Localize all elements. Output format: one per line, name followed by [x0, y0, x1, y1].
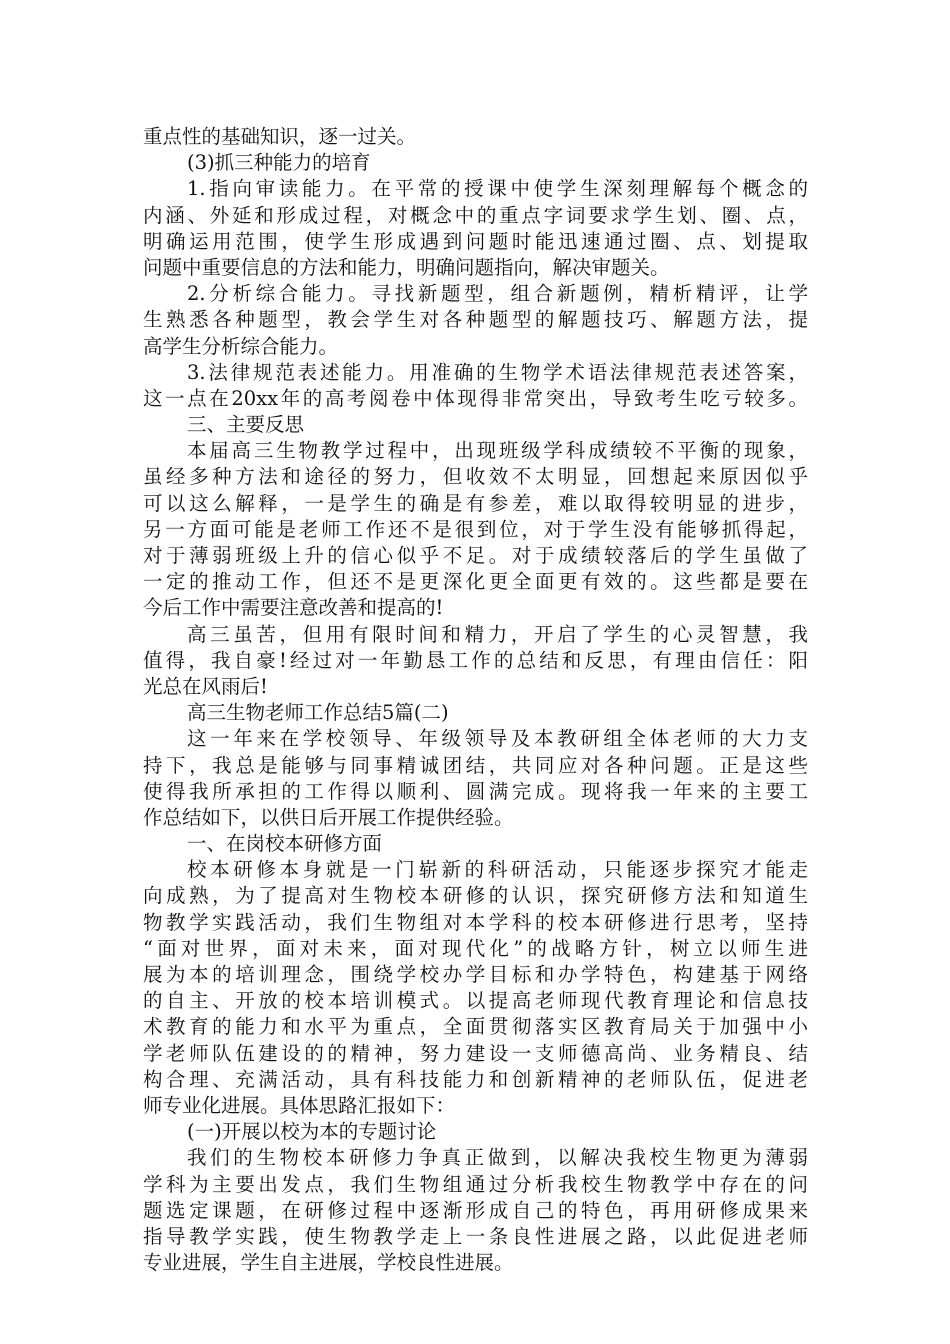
text-line: 生熟悉各种题型，教会学生对各种题型的解题技巧、解题方法，提 [143, 308, 808, 332]
text-line: (一)开展以校为本的专题讨论 [187, 1120, 437, 1144]
text-line: “面对世界，面对未来，面对现代化”的战略方针，树立以师生进 [143, 936, 808, 960]
text-line: 作总结如下，以供日后开展工作提供经验。 [143, 805, 514, 829]
document-body [143, 124, 808, 1276]
text-line: 物教学实践活动，我们生物组对本学科的校本研修进行思考，坚持 [143, 910, 808, 934]
text-line: 今后工作中需要注意改善和提高的! [143, 596, 444, 620]
text-line: 一定的推动工作，但还不是更深化更全面更有效的。这些都是要在 [143, 570, 808, 594]
text-line: 高三虽苦，但用有限时间和精力，开启了学生的心灵智慧，我 [187, 622, 808, 646]
text-line: 校本研修本身就是一门崭新的科研活动，只能逐步探究才能走 [187, 858, 808, 882]
text-line: 这一点在20xx年的高考阅卷中体现得非常突出，导致考生吃亏较多。 [143, 386, 808, 410]
text-line: 高学生分析综合能力。 [143, 334, 339, 358]
text-line: 内涵、外延和形成过程，对概念中的重点字词要求学生划、圈、点， [143, 203, 808, 227]
text-line: 学老师队伍建设的的精神，努力建设一支师德高尚、业务精良、结 [143, 1041, 808, 1065]
text-line: 使得我所承担的工作得以顺利、圆满完成。现将我一年来的主要工 [143, 779, 808, 803]
text-line: 学科为主要出发点，我们生物组通过分析我校生物教学中存在的问 [143, 1172, 808, 1196]
text-line: 3.法律规范表述能力。用准确的生物学术语法律规范表述答案， [187, 360, 808, 384]
text-line: 专业进展，学生自主进展，学校良性进展。 [143, 1251, 514, 1275]
text-line: 重点性的基础知识，逐一过关。 [143, 125, 417, 148]
text-line: 2.分析综合能力。寻找新题型，组合新题例，精析精评，让学 [187, 282, 808, 306]
text-line: 的自主、开放的校本培训模式。以提高老师现代教育理论和信息技 [143, 989, 808, 1013]
text-line: 对于薄弱班级上升的信心似乎不足。对于成绩较落后的学生虽做了 [143, 544, 808, 567]
text-line: 值得，我自豪!经过对一年勤恳工作的总结和反思，有理由信任：阳 [143, 648, 808, 672]
text-line: 师专业化进展。具体思路汇报如下： [143, 1093, 456, 1117]
text-line: 明确运用范围，使学生形成遇到问题时能迅速通过圈、点、划提取 [143, 229, 808, 253]
text-line: 术教育的能力和水平为重点，全面贯彻落实区教育局关于加强中小 [143, 1015, 808, 1039]
text-line: 本届高三生物教学过程中，出现班级学科成绩较不平衡的现象， [187, 439, 808, 463]
text-line: 虽经多种方法和途径的努力，但收效不太明显，回想起来原因似乎 [143, 465, 808, 489]
text-line: 可以这么解释，一是学生的确是有参差，难以取得较明显的进步， [143, 491, 808, 515]
text-line: 向成熟，为了提高对生物校本研修的认识，探究研修方法和知道生 [143, 884, 808, 908]
text-line: 展为本的培训理念，围绕学校办学目标和办学特色，构建基于网络 [143, 963, 808, 986]
text-line: 我们的生物校本研修力争真正做到，以解决我校生物更为薄弱 [187, 1146, 808, 1170]
text-line: 问题中重要信息的方法和能力，明确问题指向，解决审题关。 [143, 255, 670, 279]
text-line: 持下，我总是能够与同事精诚团结，共同应对各种问题。正是这些 [143, 753, 808, 777]
text-line: 高三生物老师工作总结5篇(二) [187, 701, 449, 725]
text-line: 构合理、充满活动，具有科技能力和创新精神的老师队伍，促进老 [143, 1067, 808, 1091]
text-line: 一、在岗校本研修方面 [187, 832, 383, 856]
text-line: 指导教学实践，使生物教学走上一条良性进展之路，以此促进老师 [143, 1224, 808, 1248]
text-line: 题选定课题，在研修过程中逐渐形成自己的特色，再用研修成果来 [143, 1198, 808, 1222]
text-line: 光总在风雨后! [143, 674, 268, 698]
text-line: (3)抓三种能力的培育 [187, 151, 371, 175]
text-line: 1.指向审读能力。在平常的授课中使学生深刻理解每个概念的 [187, 177, 808, 201]
text-line: 这一年来在学校领导、年级领导及本教研组全体老师的大力支 [187, 727, 808, 751]
text-line: 三、主要反思 [187, 413, 305, 437]
text-line: 另一方面可能是老师工作还不是很到位，对于学生没有能够抓得起， [143, 517, 808, 541]
